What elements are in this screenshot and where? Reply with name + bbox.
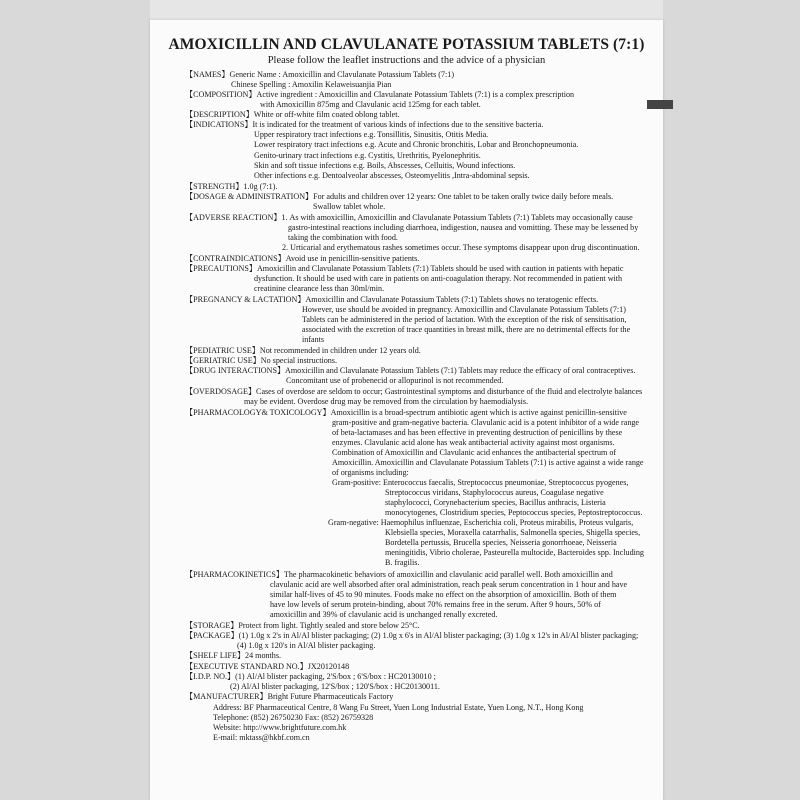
- drug-interactions-line: 【DRUG INTERACTIONS】Amoxicillin and Clavulanate Potassium Tablets (7:1) Tablets may reduce the efficacy of oral contraceptives.: [185, 366, 636, 375]
- composition-line: 【COMPOSITION】Active ingredient : Amoxicillin and Clavulanate Potassium Tablets (7:1) is a complex prescription: [185, 90, 575, 99]
- text-line: gram-positive and gram-negative bacteria. Clavulanic acid is a potent inhibitor of a wide range: [332, 418, 640, 427]
- pharmacology-line: 【PHARMACOLOGY& TOXICOLOGY】Amoxicillin is a broad-spectrum antibiotic agent which is active against penicillin-sensitive: [185, 408, 627, 417]
- text-line: with Amoxicillin 875mg and Clavulanic acid 125mg for each tablet.: [260, 100, 481, 109]
- overdosage-line: 【OVERDOSAGE】Cases of overdose are seldom to occur; Gastrointestinal symptoms and disturbance of the fluid and electrolyte balances: [185, 387, 643, 396]
- gram-positive-line: Gram-positive: Enterococcus faecalis, Streptococcus pneumoniae, Streptococcus pyogenes,: [332, 478, 629, 487]
- text-line: of organisms including:: [332, 468, 409, 477]
- document-subtitle: Please follow the leaflet instructions and the advice of a physician: [267, 55, 546, 66]
- text-line: 2. Urticarial and erythematous rashes sometimes occur. These symptoms disappear upon drug discontinuation.: [282, 243, 640, 252]
- text-line: gastro-intestinal reactions including diarrhoea, indigestion, nausea and vomitting. These may be lessened by: [288, 223, 639, 232]
- indications-line: 【INDICATIONS】It is indicated for the treatment of various kinds of infections due to the sensitive bacteria.: [185, 120, 544, 129]
- text-line: Amoxicillin. Amoxicillin and Clavulanate Potassium Tablets (7:1) is active against a wide range: [332, 458, 644, 467]
- pharmacokinetics-line: 【PHARMACOKINETICS】The pharmacokinetic behaviors of amoxicillin and clavulanic acid parallel well. Both amoxicillin and: [185, 570, 613, 579]
- background-left: [0, 0, 150, 800]
- text-line: may be evident. Overdose drug may be removed from the circulation by haemodialysis.: [244, 397, 529, 406]
- website-line: Website: http://www.brightfuture.com.hk: [213, 723, 347, 732]
- leaflet-sheet: [150, 20, 663, 800]
- text-line: staphylococci, Corynebacterium species, Bacillus anthracis, Listeria: [385, 498, 606, 507]
- geriatric-use-line: 【GERIATRIC USE】No special instructions.: [185, 356, 337, 365]
- text-line: Lower respiratory tract infections e.g. Acute and Chronic bronchitis, Lobar and Bronchopneumonia.: [254, 140, 579, 149]
- dosage-line: 【DOSAGE & ADMINISTRATION】For adults and children over 12 years: One tablet to be taken orally twice daily before meals.: [185, 192, 614, 201]
- text-line: (4) 1.0g x 120's in Al/Al blister packaging.: [237, 641, 376, 650]
- text-line: dysfunction. It should be used with care in patients on anti-coagulation therapy. Not recommended in patient with: [254, 274, 623, 283]
- strength-line: 【STRENGTH】1.0g (7:1).: [185, 182, 278, 191]
- text-line: Concomitant use of probenecid or allopurinol is not recommended.: [286, 376, 504, 385]
- text-line: clavulanic acid are well absorbed after oral administration, reach peak serum concentration in 1 hour and have: [270, 580, 628, 589]
- text-line: Tablets can be administered in the period of lactation. With the exception of the risk of sensitisation,: [302, 315, 627, 324]
- text-line: Genito-urinary tract infections e.g. Cystitis, Urethritis, Pyelonephritis.: [254, 151, 481, 160]
- text-line: meningitidis, Vibrio cholerae, Pasteurella multocide, Bacteroides spp. Including: [385, 548, 644, 557]
- text-line: However, use should be avoided in pregnancy. Amoxicillin and Clavulanate Potassium Tablets (7:1): [302, 305, 626, 314]
- shelf-life-line: 【SHELF LIFE】24 months.: [185, 651, 282, 660]
- text-line: similar half-lives of 45 to 90 minutes. Foods make no effect on the absorption of amoxicillin. Both of them: [270, 590, 617, 599]
- text-line: Other infections e.g. Dentoalveolar abscesses, Osteomyelitis ,Intra-abdominal sepsis.: [254, 171, 530, 180]
- text-line: creatinine clearance less than 30ml/min.: [254, 284, 385, 293]
- telephone-line: Telephone: (852) 26750230 Fax: (852) 26759328: [213, 713, 374, 722]
- text-line: taking the combination with food.: [288, 233, 398, 242]
- storage-line: 【STORAGE】Protect from light. Tightly sealed and store below 25°C.: [185, 621, 420, 630]
- edge-marker: [647, 100, 673, 109]
- address-line: Address: BF Pharmaceutical Centre, 8 Wang Fu Street, Yuen Long Industrial Estate, Yuen Long, N.T., Hong Kong: [213, 703, 584, 712]
- executive-standard-line: 【EXECUTIVE STANDARD NO.】JX20120148: [185, 662, 350, 671]
- precautions-line: 【PRECAUTIONS】Amoxicillin and Clavulanate Potassium Tablets (7:1) Tablets should be used with caution in patients with hepatic: [185, 264, 624, 273]
- package-line: 【PACKAGE】(1) 1.0g x 2's in Al/Al blister packaging; (2) 1.0g x 6's in Al/Al blister packaging; (3) 1.0g x 12's in Al/Al blister packaging;: [185, 631, 639, 640]
- text-line: Combination of Amoxicillin and Clavulanic acid enhances the antibacterial spectrum of: [332, 448, 617, 457]
- text-line: amoxicillin and 39% of clavulanic acid is unchanged renally excreted.: [270, 610, 498, 619]
- text-line: Bordetella pertussis, Brucella species, Neisseria gonorrhoeae, Neisseria: [385, 538, 617, 547]
- description-line: 【DESCRIPTION】White or off-white film coated oblong tablet.: [185, 110, 400, 119]
- text-line: B. fragilis.: [385, 558, 420, 567]
- text-line: (2) Al/Al blister packaging, 12'S/box ; 120'S/box : HC20130011.: [230, 682, 440, 691]
- text-line: Chinese Spelling : Amoxilin Kelaweisuanjia Pian: [231, 80, 392, 89]
- email-line: E-mail: mktass@hkbf.com.cn: [213, 733, 310, 742]
- text-line: Upper respiratory tract infections e.g. Tonsillitis, Sinusitis, Otitis Media.: [254, 130, 489, 139]
- text-line: have low levels of serum protein-binding, about 70% remains free in the serum. After 9 hours, 50% of: [270, 600, 601, 609]
- idp-line: 【I.D.P. NO.】(1) Al/Al blister packaging, 2'S/box ; 6'S/box : HC20130010 ;: [185, 672, 436, 681]
- contraindications-line: 【CONTRAINDICATIONS】Avoid use in penicillin-sensitive patients.: [185, 254, 420, 263]
- pregnancy-line: 【PREGNANCY & LACTATION】Amoxicillin and Clavulanate Potassium Tablets (7:1) Tablets shows no teratogenic effects.: [185, 295, 599, 304]
- text-line: enzymes. Clavulanic acid alone has weak antibacterial activity against most organisms.: [332, 438, 615, 447]
- document-title: AMOXICILLIN AND CLAVULANATE POTASSIUM TABLETS (7:1): [168, 36, 645, 53]
- manufacturer-line: 【MANUFACTURER】Bright Future Pharmaceuticals Factory: [185, 692, 394, 701]
- pediatric-use-line: 【PEDIATRIC USE】Not recommended in children under 12 years old.: [185, 346, 421, 355]
- text-line: infants: [302, 335, 325, 344]
- text-line: of beta-lactamases and has been effective in preventing destruction of penicillins by these: [332, 428, 623, 437]
- text-line: Swallow tablet whole.: [313, 202, 386, 211]
- gram-negative-line: Gram-negative: Haemophilus influenzae, Escherichia coli, Proteus mirabilis, Proteus vulgaris,: [328, 518, 634, 527]
- background-right: [663, 0, 800, 800]
- text-line: associated with the excretion of trace quantities in breast milk, there are no detrimental effects for the: [302, 325, 631, 334]
- text-line: Streptococcus viridans, Staphylococcus aureus, Coagulase negative: [385, 488, 604, 497]
- adverse-reaction-line: 【ADVERSE REACTION】1. As with amoxicillin, Amoxicillin and Clavulanate Potassium Tablets (7:1) Tablets may occasionally cause: [185, 213, 633, 222]
- names-line: 【NAMES】Generic Name : Amoxicillin and Clavulanate Potassium Tablets (7:1): [185, 70, 455, 79]
- text-line: Klebsiella species, Moraxella catarrhalis, Salmonella species, Shigella species,: [385, 528, 641, 537]
- text-line: Skin and soft tissue infections e.g. Boils, Abscesses, Celluitis, Wound infections.: [254, 161, 516, 170]
- text-line: monocytogenes, Clostridium species, Peptococcus species, Peptostreptococcus.: [385, 508, 643, 517]
